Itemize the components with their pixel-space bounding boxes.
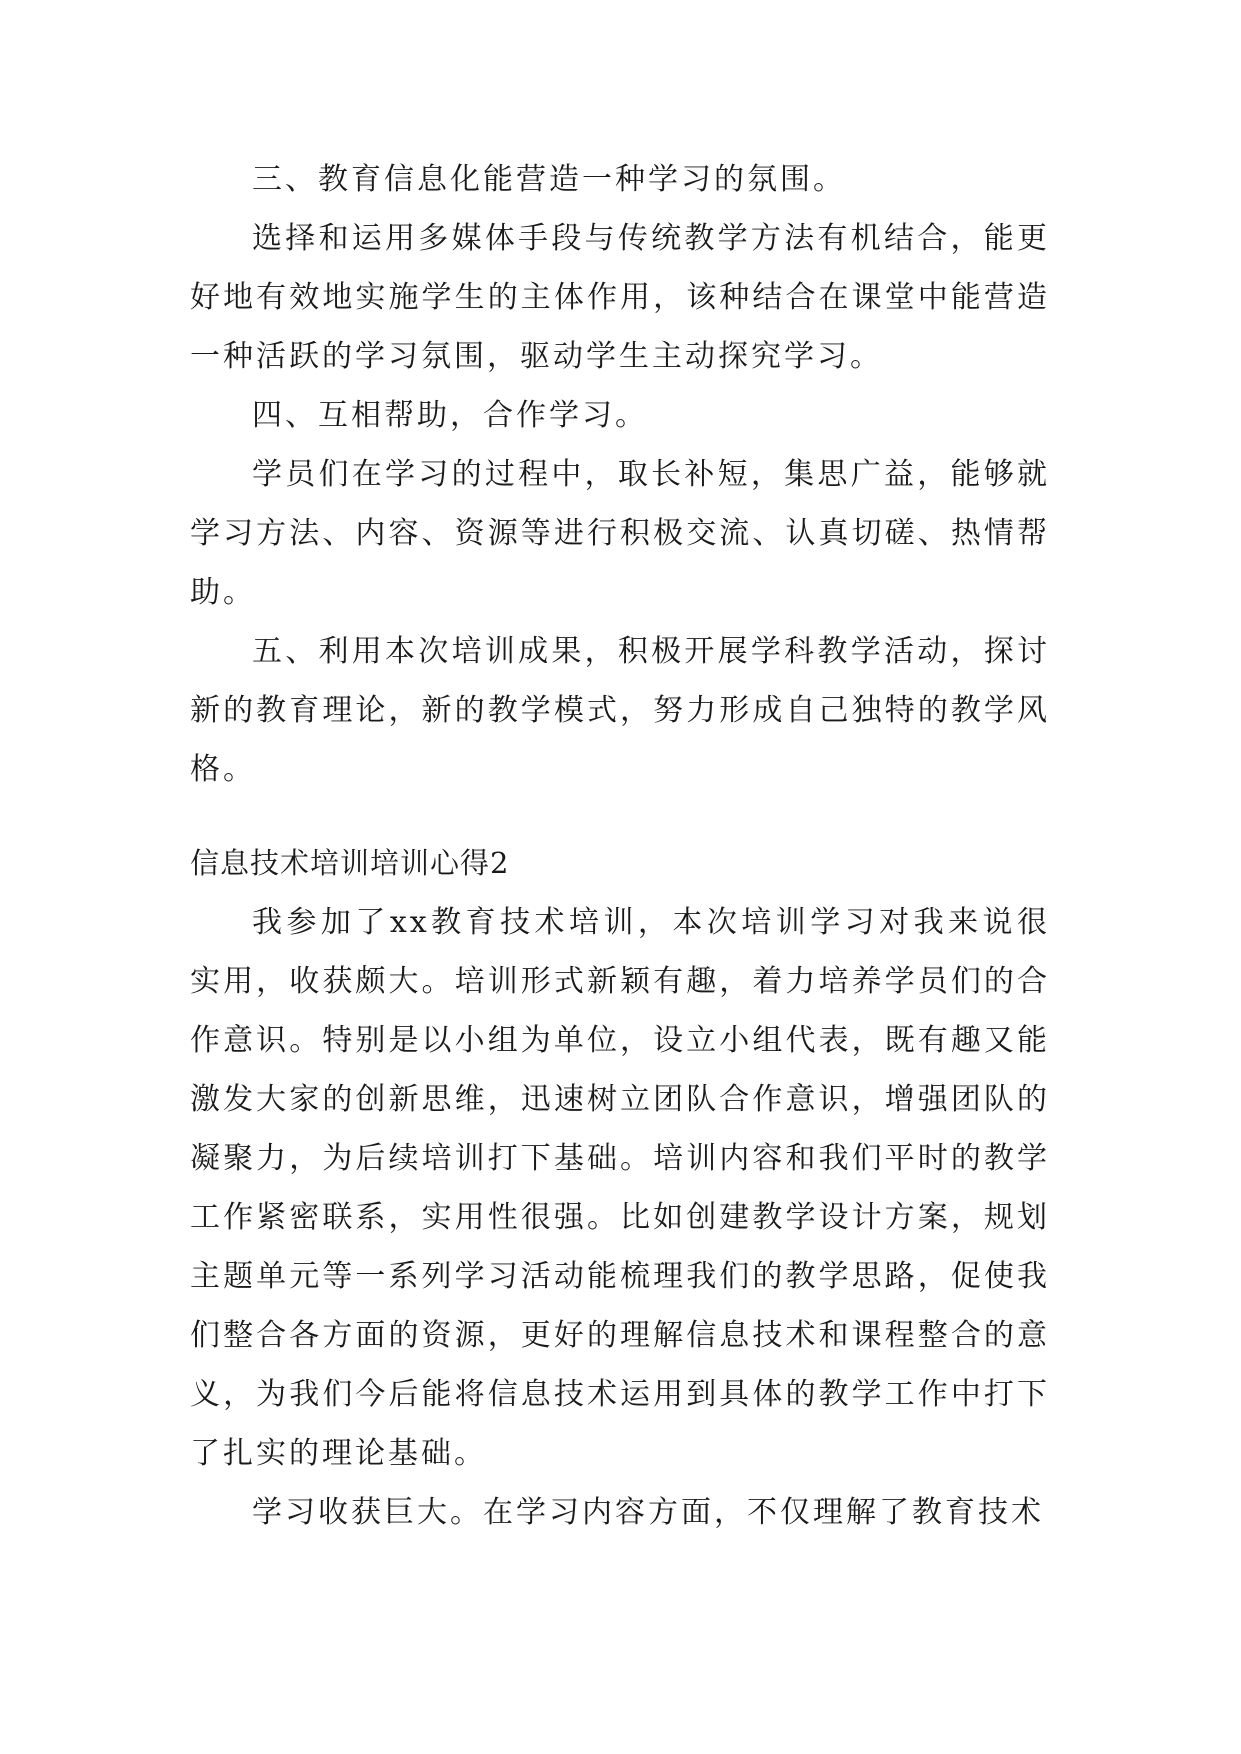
paragraph-cooperation: 学员们在学习的过程中，取长补短，集思广益，能够就学习方法、内容、资源等进行积极交流、认真切磋、热情帮助。 [190,457,1050,610]
paragraph-learning-gains: 学习收获巨大。在学习内容方面，不仅理解了教育技术 [252,1495,1044,1530]
paragraph-heading-four: 四、互相帮助，合作学习。 [252,398,648,433]
paragraph-heading-three: 三、教育信息化能营造一种学习的氛围。 [252,162,846,197]
paragraph-multimedia: 选择和运用多媒体手段与传统教学方法有机结合，能更好地有效地实施学生的主体作用，该种结合在课堂中能营造一种活跃的学习氛围，驱动学生主动探究学习。 [190,221,1050,374]
document-body [190,150,1050,1542]
section-title: 信息技术培训培训心得2 [190,846,510,880]
section-title-block [190,834,1050,893]
paragraph-heading-five: 五、利用本次培训成果，积极开展学科教学活动，探讨新的教育理论，新的教学模式，努力形成自己独特的教学风格。 [190,634,1050,787]
paragraph-training-experience: 我参加了xx教育技术培训，本次培训学习对我来说很实用，收获颇大。培训形式新颖有趣，着力培养学员们的合作意识。特别是以小组为单位，设立小组代表，既有趣又能激发大家的创新思维，迅速树立团队合作意识，增强团队的凝聚力，为后续培训打下基础。培训内容和我们平时的教学工作紧密联系，实用性很强。比如创建教学设计方案，规划主题单元等一系列学习活动能梳理我们的教学思路，促使我们整合各方面的资源，更好的理解信息技术和课程整合的意义，为我们今后能将信息技术运用到具体的教学工作中打下了扎实的理论基础。 [190,905,1050,1471]
